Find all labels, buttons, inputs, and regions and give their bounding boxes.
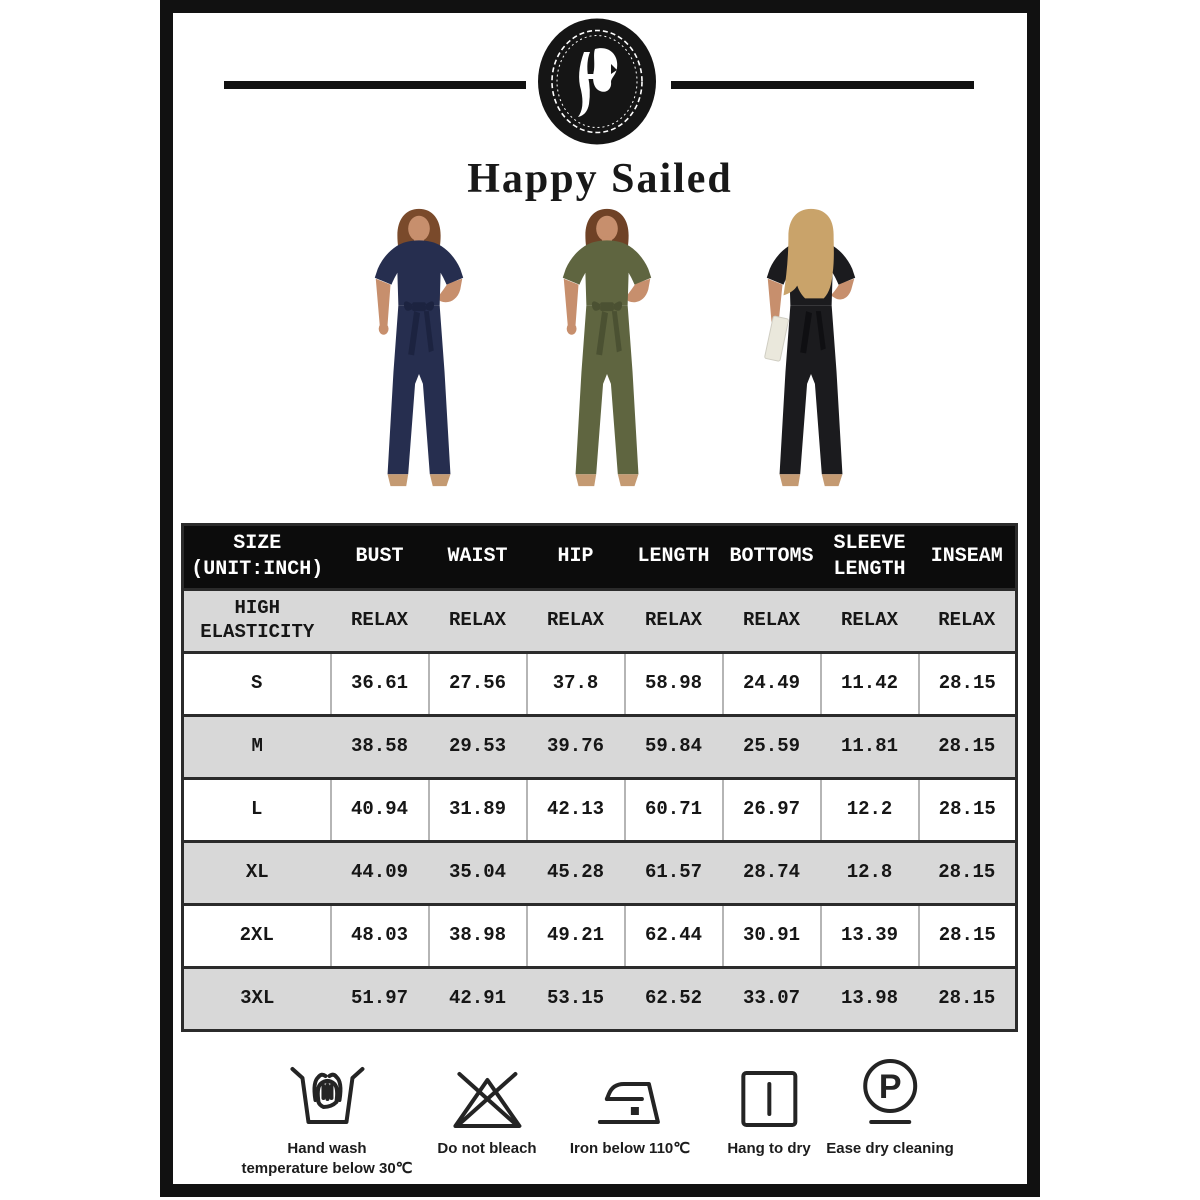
cell: 12.8	[821, 842, 919, 905]
cell: 11.81	[821, 716, 919, 779]
cell: 53.15	[527, 968, 625, 1031]
care-label: Hand wash temperature below 30℃	[241, 1140, 413, 1177]
col-header-size: SIZE (UNIT:INCH)	[183, 525, 331, 590]
cell: 26.97	[723, 779, 821, 842]
cell: 39.76	[527, 716, 625, 779]
cell: 28.15	[919, 905, 1017, 968]
cell: 31.89	[429, 779, 527, 842]
cell: 48.03	[331, 905, 429, 968]
cell: 60.71	[625, 779, 723, 842]
care-label: Iron below 110℃	[569, 1140, 691, 1157]
col-header-waist: WAIST	[429, 525, 527, 590]
cell: RELAX	[429, 590, 527, 653]
care-item-dry-clean	[826, 1056, 954, 1159]
table-row-m	[183, 716, 1017, 779]
cell: RELAX	[625, 590, 723, 653]
cell: 25.59	[723, 716, 821, 779]
hand-wash-icon	[241, 1056, 412, 1130]
cell: 35.04	[429, 842, 527, 905]
cell: 24.49	[723, 653, 821, 716]
care-item-hand-wash	[241, 1056, 412, 1178]
cell: 11.42	[821, 653, 919, 716]
cell: 28.74	[723, 842, 821, 905]
cell: 28.15	[919, 842, 1017, 905]
col-header-inseam: INSEAM	[919, 525, 1017, 590]
cell: 61.57	[625, 842, 723, 905]
cell: 38.98	[429, 905, 527, 968]
care-instructions	[173, 1056, 1027, 1181]
model-photo-black	[736, 205, 886, 490]
care-item-hang-to-dry	[727, 1056, 810, 1159]
cell: 29.53	[429, 716, 527, 779]
cell: RELAX	[821, 590, 919, 653]
cell: 40.94	[331, 779, 429, 842]
product-card-frame	[160, 0, 1040, 1197]
do-not-bleach-icon	[437, 1056, 536, 1130]
model-photo-olive	[532, 205, 682, 490]
cell: 12.2	[821, 779, 919, 842]
cell: 13.98	[821, 968, 919, 1031]
cell: 28.15	[919, 779, 1017, 842]
cell: 44.09	[331, 842, 429, 905]
cell: 42.13	[527, 779, 625, 842]
product-photos	[173, 205, 1027, 490]
model-photo-navy	[344, 205, 494, 490]
row-label: 2XL	[183, 905, 331, 968]
cell: 45.28	[527, 842, 625, 905]
cell: RELAX	[723, 590, 821, 653]
table-row-2xl	[183, 905, 1017, 968]
brand-logo	[537, 18, 657, 145]
brand-name: Happy Sailed	[467, 156, 733, 202]
care-item-iron	[570, 1056, 690, 1159]
svg-text:P: P	[878, 1068, 902, 1106]
size-chart-table	[181, 523, 1018, 1032]
row-label: XL	[183, 842, 331, 905]
cell: 62.44	[625, 905, 723, 968]
care-label: Hang to dry	[727, 1140, 811, 1157]
cell: 59.84	[625, 716, 723, 779]
cell: 30.91	[723, 905, 821, 968]
col-header-bottoms: BOTTOMS	[723, 525, 821, 590]
table-row-s	[183, 653, 1017, 716]
col-header-sleeve-length: SLEEVE LENGTH	[821, 525, 919, 590]
col-header-bust: BUST	[331, 525, 429, 590]
cell: 37.8	[527, 653, 625, 716]
dry-clean-icon	[826, 1056, 954, 1130]
cell: 13.39	[821, 905, 919, 968]
cell: RELAX	[919, 590, 1017, 653]
cell: 62.52	[625, 968, 723, 1031]
cell: 33.07	[723, 968, 821, 1031]
cell: 58.98	[625, 653, 723, 716]
table-header-row	[183, 525, 1017, 590]
table-row-l	[183, 779, 1017, 842]
row-label: S	[183, 653, 331, 716]
cell: 28.15	[919, 653, 1017, 716]
divider-bar-right	[671, 81, 974, 89]
care-item-do-not-bleach	[437, 1056, 536, 1159]
table-row-xl	[183, 842, 1017, 905]
hang-to-dry-icon	[727, 1056, 810, 1130]
cell: 28.15	[919, 968, 1017, 1031]
table-row-3xl	[183, 968, 1017, 1031]
cell: 27.56	[429, 653, 527, 716]
cell: RELAX	[527, 590, 625, 653]
cell: 51.97	[331, 968, 429, 1031]
col-header-length: LENGTH	[625, 525, 723, 590]
care-label: Do not bleach	[437, 1140, 537, 1157]
row-label: HIGH ELASTICITY	[183, 590, 331, 653]
cell: 38.58	[331, 716, 429, 779]
cell: 28.15	[919, 716, 1017, 779]
table-row-elasticity	[183, 590, 1017, 653]
care-label: Ease dry cleaning	[826, 1140, 954, 1157]
row-label: M	[183, 716, 331, 779]
divider-bar-left	[224, 81, 526, 89]
row-label: 3XL	[183, 968, 331, 1031]
cell: RELAX	[331, 590, 429, 653]
iron-icon	[570, 1056, 690, 1130]
col-header-hip: HIP	[527, 525, 625, 590]
cell: 42.91	[429, 968, 527, 1031]
row-label: L	[183, 779, 331, 842]
cell: 36.61	[331, 653, 429, 716]
happy-sailed-face-monogram-icon	[537, 18, 657, 145]
cell: 49.21	[527, 905, 625, 968]
